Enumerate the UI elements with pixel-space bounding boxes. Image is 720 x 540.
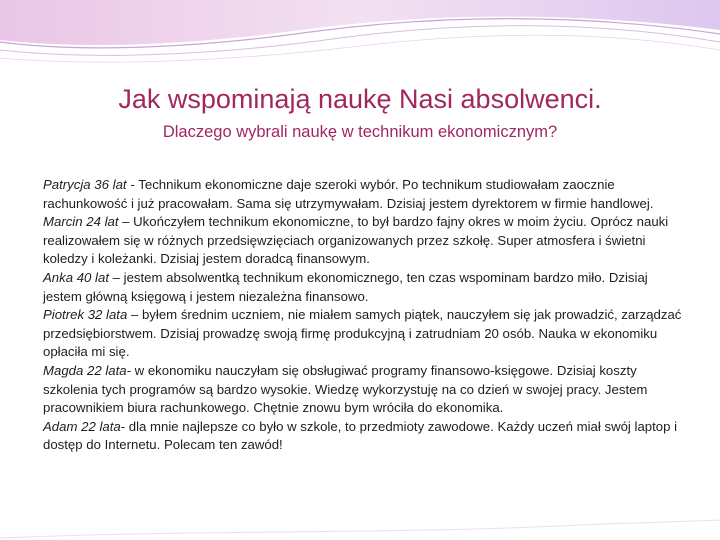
slide-title: Jak wspominają naukę Nasi absolwenci. <box>118 84 602 114</box>
testimonial-text: – byłem średnim uczniem, nie miałem samych piątek, nauczyłem się jak prowadzić, zarządzać przedsiębiorstwem. Dzisiaj prowadzę swoją firmę produkcyjną i zatrudniam 20 osób. Nauka w ekonomiku opłaciła mi się. <box>43 307 682 360</box>
testimonial-marcin <box>43 213 688 269</box>
testimonial-text: – jestem absolwentką technikum ekonomicznego, ten czas wspominam bardzo miło. Dzisiaj jestem główną księgową i jestem niezależna finansowo. <box>43 269 648 304</box>
testimonial-name: Adam 22 lata <box>43 418 121 434</box>
testimonial-text: Technikum ekonomiczne daje szeroki wybór. Po technikum studiowałam zaocznie rachunkowość i już pracowałam. Sama się utrzymywałam. Dzisiaj jestem dyrektorem w firmie handlowej. <box>43 177 654 211</box>
testimonial-piotrek <box>43 306 688 362</box>
testimonial-anka <box>43 269 688 306</box>
testimonial-name: Marcin 24 lat <box>43 214 119 230</box>
slide-subtitle: Dlaczego wybrali naukę w technikum ekonomicznym? <box>162 123 558 141</box>
testimonial-name: Patrycja 36 lat - <box>43 177 139 192</box>
testimonial-text: – Ukończyłem technikum ekonomiczne, to był bardzo fajny okres w moim życiu. Oprócz nauki realizowałem się w różnych przedsięwzięciach organizowanych przez szkołę. Super atmosfera i świetni koledzy i koleżanki. Dzisiaj jestem doradcą finansowym. <box>43 214 669 267</box>
testimonial-patrycja <box>43 176 688 213</box>
testimonial-magda <box>43 362 688 418</box>
header-wave-decoration <box>0 0 720 80</box>
testimonial-name: Magda 22 lata- <box>43 362 131 378</box>
testimonial-name: Piotrek 32 lata <box>43 307 128 323</box>
testimonial-text: w ekonomiku nauczyłam się obsługiwać programy finansowo-księgowe. Dzisiaj koszty szkolenia tych programów są bardzo wysokie. Wiedzę wykorzystuję na co dzień w swojej pracy. Jestem pracownikiem biura rachunkowego. Chętnie znowu bym wróciła do ekonomika. <box>43 362 648 416</box>
testimonials-text <box>43 176 688 455</box>
testimonial-adam <box>43 418 688 455</box>
footer-wave-decoration <box>0 500 720 540</box>
testimonial-text: - dla mnie najlepsze co było w szkole, to przedmioty zawodowe. Każdy uczeń miał swój laptop i dostęp do Internetu. Polecam ten zawód! <box>43 418 678 453</box>
testimonial-name: Anka 40 lat <box>43 269 109 285</box>
